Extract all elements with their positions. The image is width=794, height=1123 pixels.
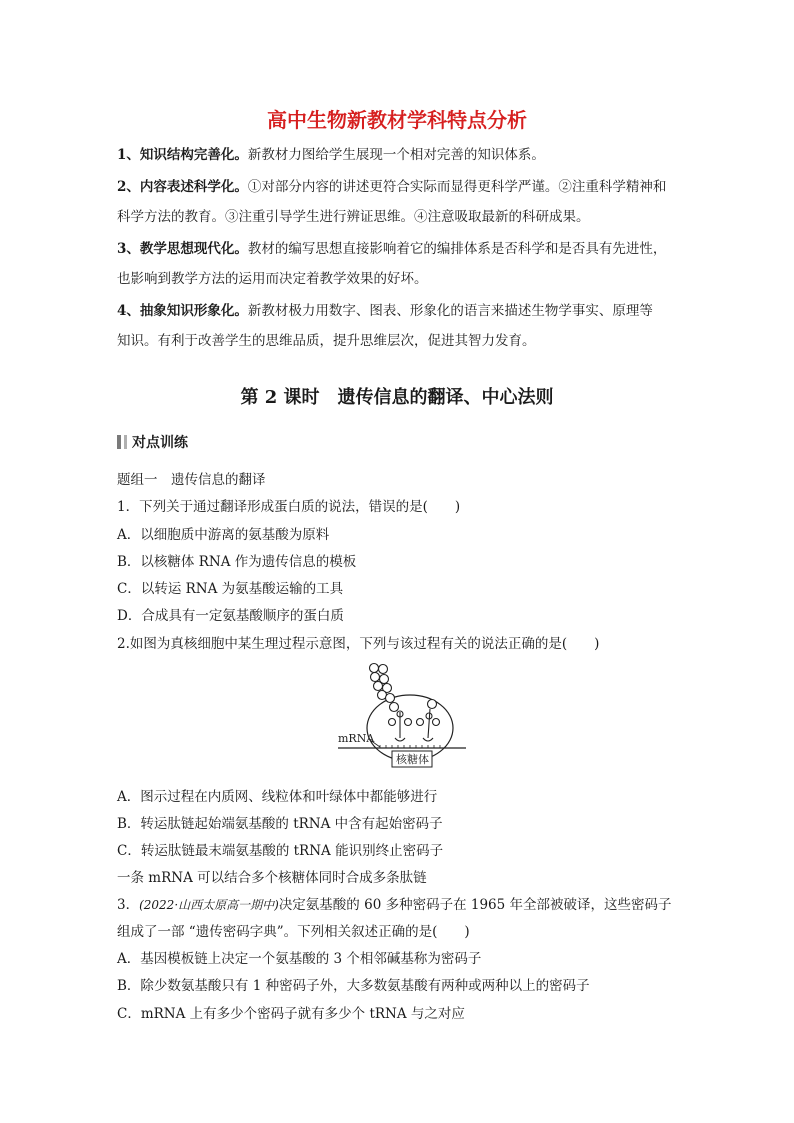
intro-label: 2、内容表述科学化。 bbox=[117, 179, 248, 195]
q2-option-c: C．转运肽链最末端氨基酸的 tRNA 能识别终止密码子 bbox=[117, 843, 444, 859]
section-bar-icon bbox=[117, 435, 121, 449]
q1-stem: 1．下列关于通过翻译形成蛋白质的说法，错误的是( ) bbox=[117, 499, 461, 515]
intro-item-4 bbox=[117, 301, 653, 321]
trna-right bbox=[417, 700, 440, 742]
q2-option-a: A．图示过程在内质网、线粒体和叶绿体中都能够进行 bbox=[117, 789, 438, 805]
intro-text: ①对部分内容的讲述更符合实际而显得更科学严谨。②注重科学精神和 bbox=[247, 179, 667, 195]
q1-option-c: C．以转运 RNA 为氨基酸运输的工具 bbox=[117, 581, 344, 597]
intro-text: 新教材极力用数字、图表、形象化的语言来描述生物学事实、原理等 bbox=[247, 303, 653, 319]
intro-label: 4、抽象知识形象化。 bbox=[117, 303, 248, 319]
q2-option-d: 一条 mRNA 可以结合多个核糖体同时合成多条肽链 bbox=[117, 870, 427, 886]
intro-text: 教材的编写思想直接影响着它的编排体系是否科学和是否具有先进性， bbox=[247, 241, 667, 257]
q3-number: 3． bbox=[117, 897, 140, 913]
intro-item-4-cont: 知识。有利于改善学生的思维品质，提升思维层次，促进其智力发育。 bbox=[117, 333, 536, 349]
q3-source: (2022·山西太原高一期中) bbox=[139, 898, 279, 912]
translation-diagram bbox=[330, 660, 470, 772]
q3-stem-cont: 组成了一部 “遗传密码字典”。下列相关叙述正确的是( ) bbox=[117, 924, 470, 940]
q3-stem bbox=[117, 893, 672, 913]
trna-left bbox=[389, 711, 412, 741]
group-title: 题组一 遗传信息的翻译 bbox=[117, 472, 266, 488]
q1-option-b: B．以核糖体 RNA 作为遗传信息的模板 bbox=[117, 554, 357, 570]
intro-item-1 bbox=[117, 145, 545, 165]
intro-text: 新教材力图给学生展现一个相对完善的知识体系。 bbox=[247, 147, 545, 163]
ribosome-label: 核糖体 bbox=[396, 753, 429, 766]
q3-option-c: C．mRNA 上有多少个密码子就有多少个 tRNA 与之对应 bbox=[117, 1006, 465, 1022]
lesson-title: 第 2 课时 遗传信息的翻译、中心法则 bbox=[240, 387, 554, 408]
q3-option-b: B．除少数氨基酸只有 1 种密码子外，大多数氨基酸有两种或两种以上的密码子 bbox=[117, 978, 590, 994]
intro-label: 3、教学思想现代化。 bbox=[117, 241, 248, 257]
intro-item-2 bbox=[117, 177, 666, 197]
doc-title: 高中生物新教材学科特点分析 bbox=[267, 108, 527, 132]
q1-option-a: A．以细胞质中游离的氨基酸为原料 bbox=[117, 527, 330, 543]
q2-option-b: B．转运肽链起始端氨基酸的 tRNA 中含有起始密码子 bbox=[117, 816, 443, 832]
q1-option-d: D．合成具有一定氨基酸顺序的蛋白质 bbox=[117, 608, 344, 624]
q3-stem-text: 决定氨基酸的 60 多种密码子在 1965 年全部被破译，这些密码子 bbox=[278, 897, 672, 913]
mrna-label: mRNA bbox=[338, 732, 375, 745]
section-label bbox=[117, 432, 188, 452]
intro-label: 1、知识结构完善化。 bbox=[117, 147, 248, 163]
peptide-chain bbox=[370, 664, 399, 712]
section-bar-icon bbox=[124, 435, 127, 449]
section-label-text: 对点训练 bbox=[132, 435, 188, 451]
q3-option-a: A．基因模板链上决定一个氨基酸的 3 个相邻碱基称为密码子 bbox=[117, 951, 482, 967]
intro-item-2-cont: 科学方法的教育。③注重引导学生进行辨证思维。④注意吸取最新的科研成果。 bbox=[117, 209, 590, 225]
intro-item-3-cont: 也影响到教学方法的运用而决定着教学效果的好坏。 bbox=[117, 271, 428, 287]
intro-item-3 bbox=[117, 239, 666, 259]
q2-stem: 2.如图为真核细胞中某生理过程示意图，下列与该过程有关的说法正确的是( ) bbox=[117, 636, 600, 652]
